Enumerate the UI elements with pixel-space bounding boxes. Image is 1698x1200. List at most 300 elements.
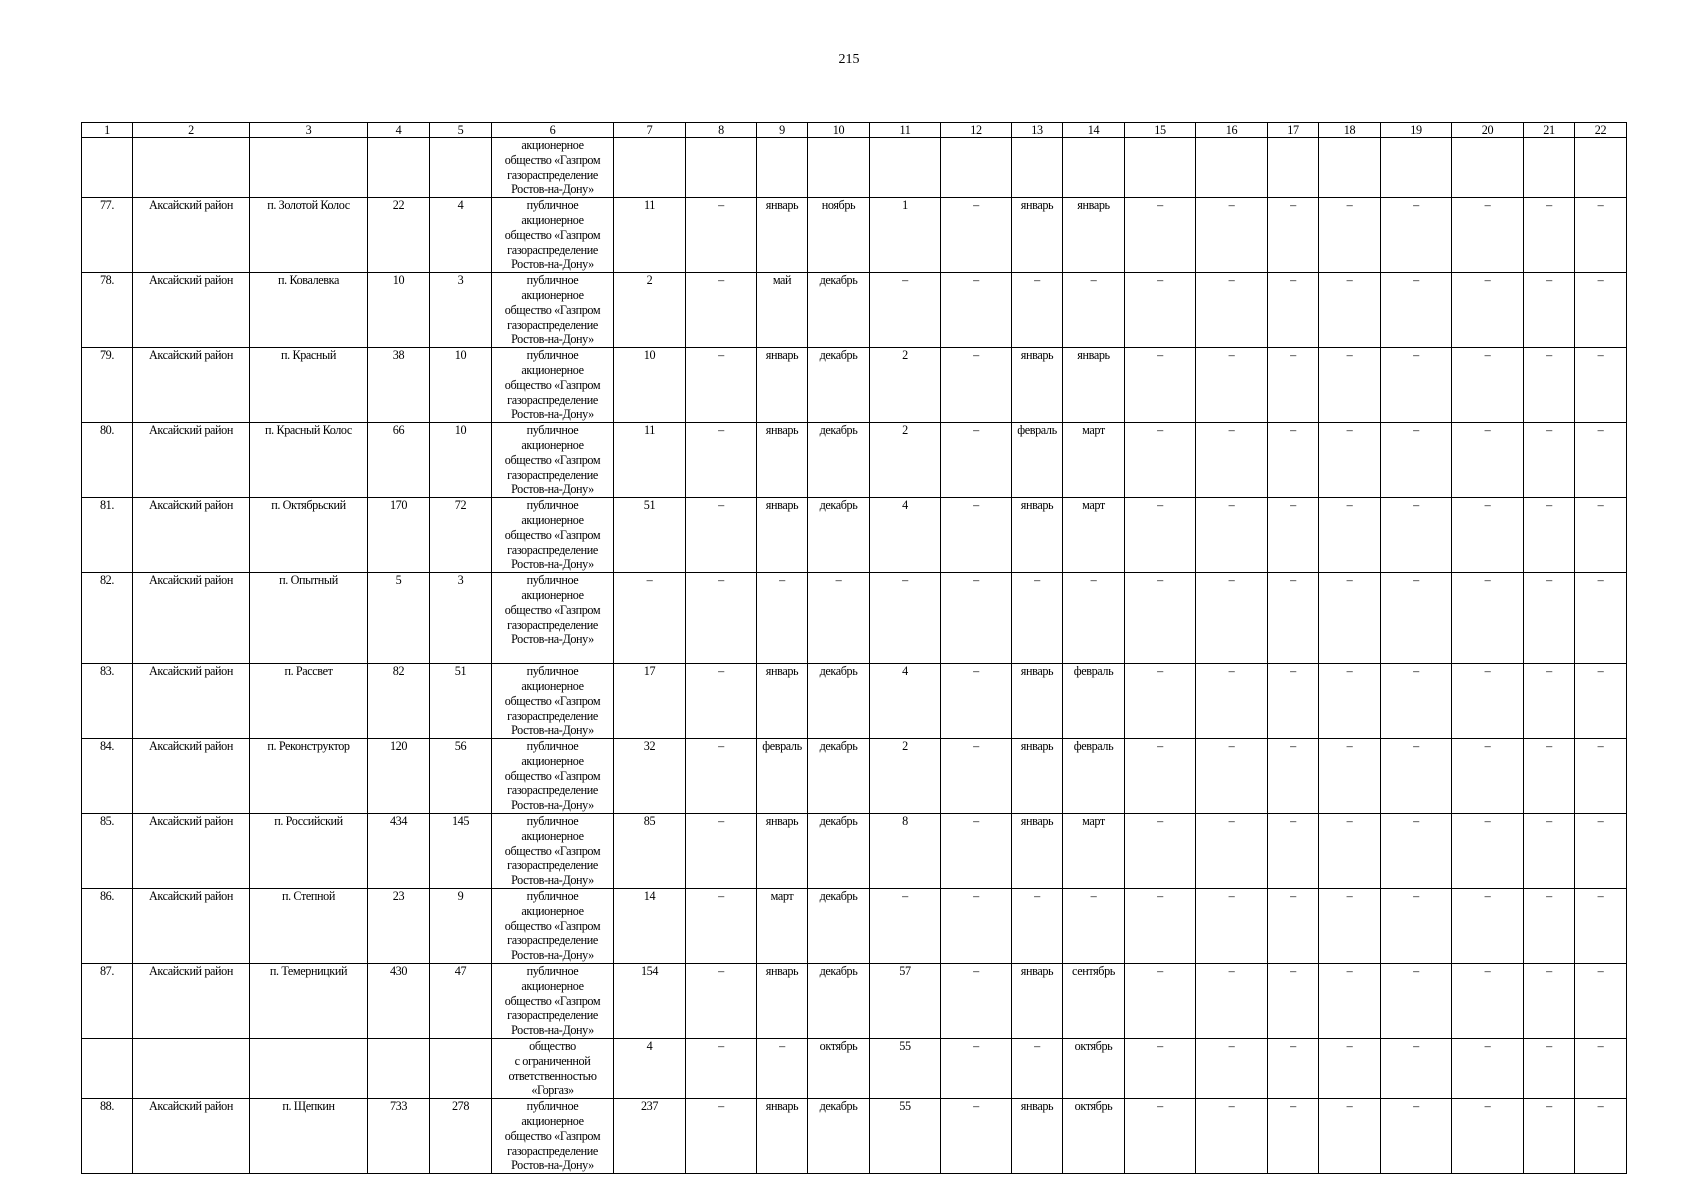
table-cell: январь	[1012, 814, 1063, 889]
table-cell: –	[1319, 664, 1381, 739]
table-cell: –	[686, 348, 757, 423]
table-cell: –	[1268, 889, 1319, 964]
table-cell: 80.	[82, 423, 133, 498]
table-cell: декабрь	[808, 964, 870, 1039]
table-cell: март	[1063, 423, 1125, 498]
table-cell: –	[1524, 348, 1575, 423]
table-cell: 56	[430, 739, 492, 814]
table-cell: –	[941, 573, 1012, 664]
table-cell: декабрь	[808, 423, 870, 498]
table-cell: 55	[870, 1099, 941, 1174]
org-cell: публичное акционерное общество «Газпром газораспределение Ростов-на-Дону»	[492, 573, 614, 664]
table-cell: 170	[368, 498, 430, 573]
header-cell-3: 3	[250, 123, 368, 138]
table-cell: январь	[1012, 1099, 1063, 1174]
table-cell: –	[941, 423, 1012, 498]
table-cell: Аксайский район	[133, 1099, 250, 1174]
table-cell: –	[1319, 348, 1381, 423]
table-row	[82, 964, 1627, 1039]
table-cell: п. Степной	[250, 889, 368, 964]
data-table	[81, 122, 1627, 1174]
table-cell: –	[1381, 1099, 1452, 1174]
table-body	[82, 123, 1627, 1174]
table-row	[82, 198, 1627, 273]
table-cell: 4	[430, 198, 492, 273]
table-cell	[686, 138, 757, 198]
table-cell: 2	[870, 423, 941, 498]
header-cell-4: 4	[368, 123, 430, 138]
table-cell: –	[941, 498, 1012, 573]
table-cell: 120	[368, 739, 430, 814]
table-cell: –	[1381, 664, 1452, 739]
table-cell: –	[686, 889, 757, 964]
table-cell: –	[1381, 198, 1452, 273]
table-cell: 4	[614, 1039, 686, 1099]
org-cell: публичное акционерное общество «Газпром газораспределение Ростов-на-Дону»	[492, 739, 614, 814]
table-cell: –	[1125, 273, 1196, 348]
table-cell: –	[614, 573, 686, 664]
org-cell: публичное акционерное общество «Газпром газораспределение Ростов-на-Дону»	[492, 348, 614, 423]
table-cell: май	[757, 273, 808, 348]
table-cell: –	[1575, 889, 1627, 964]
table-cell: декабрь	[808, 739, 870, 814]
table-cell: 85	[614, 814, 686, 889]
table-cell: –	[686, 573, 757, 664]
table-cell: –	[1063, 573, 1125, 664]
table-cell: –	[1012, 1039, 1063, 1099]
table-cell: п. Красный	[250, 348, 368, 423]
table-cell: –	[1452, 664, 1524, 739]
table-cell: –	[1196, 814, 1268, 889]
table-cell: –	[808, 573, 870, 664]
table-cell: –	[1452, 739, 1524, 814]
table-cell: –	[1012, 573, 1063, 664]
table-cell: 434	[368, 814, 430, 889]
table-cell: 278	[430, 1099, 492, 1174]
table-cell: 14	[614, 889, 686, 964]
table-cell: –	[1381, 739, 1452, 814]
table-cell: –	[941, 1039, 1012, 1099]
org-cell: публичное акционерное общество «Газпром газораспределение Ростов-на-Дону»	[492, 423, 614, 498]
table-cell: –	[1125, 664, 1196, 739]
table-row	[82, 814, 1627, 889]
table-cell: –	[1524, 573, 1575, 664]
table-cell: –	[1381, 1039, 1452, 1099]
table-cell: –	[1196, 1099, 1268, 1174]
table-cell: Аксайский район	[133, 739, 250, 814]
table-cell	[1524, 138, 1575, 198]
table-cell: октябрь	[1063, 1099, 1125, 1174]
table-cell: март	[1063, 814, 1125, 889]
table-cell: –	[1125, 889, 1196, 964]
table-cell: декабрь	[808, 348, 870, 423]
table-cell	[1063, 138, 1125, 198]
table-cell: –	[1125, 1099, 1196, 1174]
table-cell: –	[1125, 814, 1196, 889]
table-cell: январь	[1012, 198, 1063, 273]
table-cell: –	[1268, 1099, 1319, 1174]
table-row	[82, 498, 1627, 573]
table-cell: 2	[870, 739, 941, 814]
table-cell: –	[1063, 889, 1125, 964]
table-cell: 82.	[82, 573, 133, 664]
table-cell	[870, 138, 941, 198]
table-cell: Аксайский район	[133, 664, 250, 739]
table-cell: Аксайский район	[133, 889, 250, 964]
table-cell: –	[686, 664, 757, 739]
header-cell-20: 20	[1452, 123, 1524, 138]
table-cell: январь	[1012, 498, 1063, 573]
table-cell: сентябрь	[1063, 964, 1125, 1039]
table-cell: п. Российский	[250, 814, 368, 889]
table-cell	[1268, 138, 1319, 198]
table-cell: –	[1575, 814, 1627, 889]
table-cell: 11	[614, 198, 686, 273]
header-cell-5: 5	[430, 123, 492, 138]
table-cell: –	[1452, 198, 1524, 273]
table-cell: 84.	[82, 739, 133, 814]
table-cell: январь	[1063, 348, 1125, 423]
table-cell: –	[1196, 498, 1268, 573]
table-cell: п. Реконструктор	[250, 739, 368, 814]
header-cell-1: 1	[82, 123, 133, 138]
table-cell: Аксайский район	[133, 573, 250, 664]
table-cell: март	[757, 889, 808, 964]
table-cell: –	[1319, 198, 1381, 273]
table-cell: 66	[368, 423, 430, 498]
table-cell: п. Октябрьский	[250, 498, 368, 573]
table-cell: октябрь	[1063, 1039, 1125, 1099]
header-cell-9: 9	[757, 123, 808, 138]
header-cell-10: 10	[808, 123, 870, 138]
table-cell: –	[1524, 739, 1575, 814]
table-cell: –	[686, 423, 757, 498]
table-cell: 154	[614, 964, 686, 1039]
org-cell: общество с ограниченной ответственностью «Горгаз»	[492, 1039, 614, 1099]
table-cell: –	[1524, 664, 1575, 739]
table-cell: п. Темерницкий	[250, 964, 368, 1039]
table-cell: 237	[614, 1099, 686, 1174]
header-cell-18: 18	[1319, 123, 1381, 138]
table-cell	[1452, 138, 1524, 198]
table-cell: Аксайский район	[133, 198, 250, 273]
table-cell: 10	[430, 423, 492, 498]
table-cell: –	[941, 814, 1012, 889]
table-cell: –	[1524, 498, 1575, 573]
table-cell: 51	[614, 498, 686, 573]
org-cell: публичное акционерное общество «Газпром газораспределение Ростов-на-Дону»	[492, 498, 614, 573]
table-cell: –	[1125, 573, 1196, 664]
table-cell: –	[1575, 348, 1627, 423]
table-cell: –	[1268, 348, 1319, 423]
table-cell: –	[1452, 814, 1524, 889]
table-cell: –	[1268, 273, 1319, 348]
table-cell: –	[1452, 498, 1524, 573]
table-cell: февраль	[757, 739, 808, 814]
table-cell: –	[1452, 573, 1524, 664]
table-cell: –	[1319, 1099, 1381, 1174]
table-cell: 4	[870, 498, 941, 573]
table-cell	[368, 138, 430, 198]
header-cell-8: 8	[686, 123, 757, 138]
table-cell: –	[686, 814, 757, 889]
table-cell: 10	[430, 348, 492, 423]
table-cell: –	[1452, 273, 1524, 348]
org-cell: акционерное общество «Газпром газораспределение Ростов-на-Дону»	[492, 138, 614, 198]
table-cell: 88.	[82, 1099, 133, 1174]
table-cell: Аксайский район	[133, 814, 250, 889]
table-cell: –	[941, 889, 1012, 964]
table-cell: 51	[430, 664, 492, 739]
table-row	[82, 889, 1627, 964]
table-cell: –	[1319, 273, 1381, 348]
table-cell: 78.	[82, 273, 133, 348]
table-cell: –	[1196, 739, 1268, 814]
table-cell: –	[1575, 739, 1627, 814]
table-cell: –	[1575, 964, 1627, 1039]
table-cell	[757, 138, 808, 198]
table-cell: 87.	[82, 964, 133, 1039]
table-cell: –	[1268, 573, 1319, 664]
table-cell: –	[1319, 964, 1381, 1039]
table-cell: –	[686, 498, 757, 573]
table-cell: –	[941, 348, 1012, 423]
table-cell: –	[870, 273, 941, 348]
table-cell: ноябрь	[808, 198, 870, 273]
table-cell: –	[1319, 1039, 1381, 1099]
table-cell: п. Ковалевка	[250, 273, 368, 348]
table-cell: 11	[614, 423, 686, 498]
table-cell: январь	[757, 964, 808, 1039]
table-cell: –	[941, 1099, 1012, 1174]
table-cell: –	[1319, 889, 1381, 964]
table-cell: –	[1196, 1039, 1268, 1099]
header-cell-17: 17	[1268, 123, 1319, 138]
table-cell: –	[1125, 498, 1196, 573]
table-cell: 2	[614, 273, 686, 348]
table-cell: –	[1452, 423, 1524, 498]
table-cell: –	[686, 964, 757, 1039]
table-cell: 10	[368, 273, 430, 348]
table-cell: –	[1319, 814, 1381, 889]
table-cell: –	[941, 273, 1012, 348]
header-cell-7: 7	[614, 123, 686, 138]
org-cell: публичное акционерное общество «Газпром газораспределение Ростов-на-Дону»	[492, 964, 614, 1039]
table-cell: Аксайский район	[133, 348, 250, 423]
table-cell: февраль	[1012, 423, 1063, 498]
header-cell-6: 6	[492, 123, 614, 138]
table-cell: январь	[1012, 664, 1063, 739]
table-cell	[1575, 138, 1627, 198]
org-cell: публичное акционерное общество «Газпром газораспределение Ростов-на-Дону»	[492, 273, 614, 348]
table-cell: –	[941, 664, 1012, 739]
table-row	[82, 1099, 1627, 1174]
table-cell: –	[1452, 348, 1524, 423]
header-cell-22: 22	[1575, 123, 1627, 138]
table-cell: –	[1268, 423, 1319, 498]
table-cell: –	[1196, 573, 1268, 664]
table-cell: –	[1381, 814, 1452, 889]
org-cell: публичное акционерное общество «Газпром газораспределение Ростов-на-Дону»	[492, 814, 614, 889]
table-cell	[1125, 138, 1196, 198]
table-cell: –	[1268, 498, 1319, 573]
header-cell-13: 13	[1012, 123, 1063, 138]
table-row	[82, 138, 1627, 198]
table-row	[82, 1039, 1627, 1099]
table-cell: –	[1452, 964, 1524, 1039]
table-cell: –	[686, 1099, 757, 1174]
table-row	[82, 423, 1627, 498]
table-cell: март	[1063, 498, 1125, 573]
table-row	[82, 348, 1627, 423]
table-cell: 9	[430, 889, 492, 964]
table-cell: декабрь	[808, 1099, 870, 1174]
table-cell: январь	[757, 664, 808, 739]
table-cell: –	[941, 739, 1012, 814]
table-cell: –	[1012, 273, 1063, 348]
table-cell: –	[1125, 1039, 1196, 1099]
table-cell: декабрь	[808, 889, 870, 964]
table-cell: январь	[1012, 964, 1063, 1039]
header-cell-15: 15	[1125, 123, 1196, 138]
table-cell: 430	[368, 964, 430, 1039]
table-cell: февраль	[1063, 739, 1125, 814]
table-cell: –	[1524, 964, 1575, 1039]
table-cell: 10	[614, 348, 686, 423]
page-number: 215	[838, 52, 860, 67]
table-cell: –	[1381, 498, 1452, 573]
table-cell: –	[1125, 348, 1196, 423]
table-cell: –	[1319, 573, 1381, 664]
table-cell: п. Золотой Колос	[250, 198, 368, 273]
table-cell: –	[757, 1039, 808, 1099]
table-cell: –	[1452, 1099, 1524, 1174]
table-cell: –	[1524, 1039, 1575, 1099]
org-cell: публичное акционерное общество «Газпром газораспределение Ростов-на-Дону»	[492, 664, 614, 739]
table-cell: –	[1268, 664, 1319, 739]
table-cell: –	[1452, 1039, 1524, 1099]
table-cell: –	[1268, 1039, 1319, 1099]
table-cell: –	[1125, 423, 1196, 498]
table-cell: –	[1575, 273, 1627, 348]
table-cell: 86.	[82, 889, 133, 964]
table-cell	[133, 1039, 250, 1099]
table-cell	[1196, 138, 1268, 198]
table-cell: –	[1196, 664, 1268, 739]
table-cell: –	[1524, 423, 1575, 498]
table-cell: январь	[1012, 348, 1063, 423]
table-cell: 1	[870, 198, 941, 273]
table-cell: 85.	[82, 814, 133, 889]
table-cell: октябрь	[808, 1039, 870, 1099]
table-cell	[614, 138, 686, 198]
table-cell: декабрь	[808, 498, 870, 573]
table-cell: –	[757, 573, 808, 664]
table-cell: 3	[430, 273, 492, 348]
header-cell-12: 12	[941, 123, 1012, 138]
table-cell: 57	[870, 964, 941, 1039]
table-cell: –	[1196, 964, 1268, 1039]
table-cell: январь	[757, 814, 808, 889]
table-cell: Аксайский район	[133, 964, 250, 1039]
table-cell: –	[1196, 198, 1268, 273]
table-cell: –	[1524, 273, 1575, 348]
table-cell	[941, 138, 1012, 198]
table-cell: –	[1524, 1099, 1575, 1174]
table-cell: –	[1196, 889, 1268, 964]
table-cell: –	[1319, 739, 1381, 814]
table-cell	[1012, 138, 1063, 198]
table-cell: –	[1452, 889, 1524, 964]
table-cell: январь	[757, 348, 808, 423]
table-cell	[250, 138, 368, 198]
table-cell: февраль	[1063, 664, 1125, 739]
table-cell: –	[1524, 814, 1575, 889]
table-cell: –	[686, 273, 757, 348]
table-cell: –	[941, 198, 1012, 273]
table-cell	[430, 138, 492, 198]
table-row	[82, 573, 1627, 664]
header-cell-19: 19	[1381, 123, 1452, 138]
table-cell: январь	[757, 498, 808, 573]
table-cell: 82	[368, 664, 430, 739]
table-cell: –	[1575, 423, 1627, 498]
table-cell: –	[1575, 1099, 1627, 1174]
table-cell: п. Красный Колос	[250, 423, 368, 498]
table-cell: –	[1575, 573, 1627, 664]
table-cell: –	[1012, 889, 1063, 964]
table-cell: –	[1196, 273, 1268, 348]
table-cell: 3	[430, 573, 492, 664]
table-cell: 72	[430, 498, 492, 573]
header-cell-14: 14	[1063, 123, 1125, 138]
table-cell: 145	[430, 814, 492, 889]
table-cell: –	[686, 198, 757, 273]
table-cell: –	[1319, 498, 1381, 573]
table-cell	[1319, 138, 1381, 198]
table-cell: декабрь	[808, 273, 870, 348]
table-cell: 4	[870, 664, 941, 739]
table-cell: п. Опытный	[250, 573, 368, 664]
table-cell: –	[1575, 1039, 1627, 1099]
table-cell: 83.	[82, 664, 133, 739]
table-cell: 5	[368, 573, 430, 664]
table-cell: январь	[757, 1099, 808, 1174]
header-cell-16: 16	[1196, 123, 1268, 138]
table-cell: январь	[757, 198, 808, 273]
table-cell: п. Рассвет	[250, 664, 368, 739]
table-cell: январь	[1063, 198, 1125, 273]
table-cell: –	[1125, 964, 1196, 1039]
table-cell: январь	[1012, 739, 1063, 814]
table-cell: декабрь	[808, 814, 870, 889]
table-cell: 8	[870, 814, 941, 889]
table-cell	[133, 138, 250, 198]
org-cell: публичное акционерное общество «Газпром газораспределение Ростов-на-Дону»	[492, 1099, 614, 1174]
table-cell: –	[1268, 964, 1319, 1039]
table-cell: –	[1381, 423, 1452, 498]
table-cell: 22	[368, 198, 430, 273]
table-cell: –	[870, 573, 941, 664]
table-cell: январь	[757, 423, 808, 498]
table-cell	[368, 1039, 430, 1099]
table-cell: Аксайский район	[133, 273, 250, 348]
table-cell: 55	[870, 1039, 941, 1099]
table-cell	[1381, 138, 1452, 198]
table-cell: –	[1524, 198, 1575, 273]
table-cell: 47	[430, 964, 492, 1039]
header-cell-11: 11	[870, 123, 941, 138]
